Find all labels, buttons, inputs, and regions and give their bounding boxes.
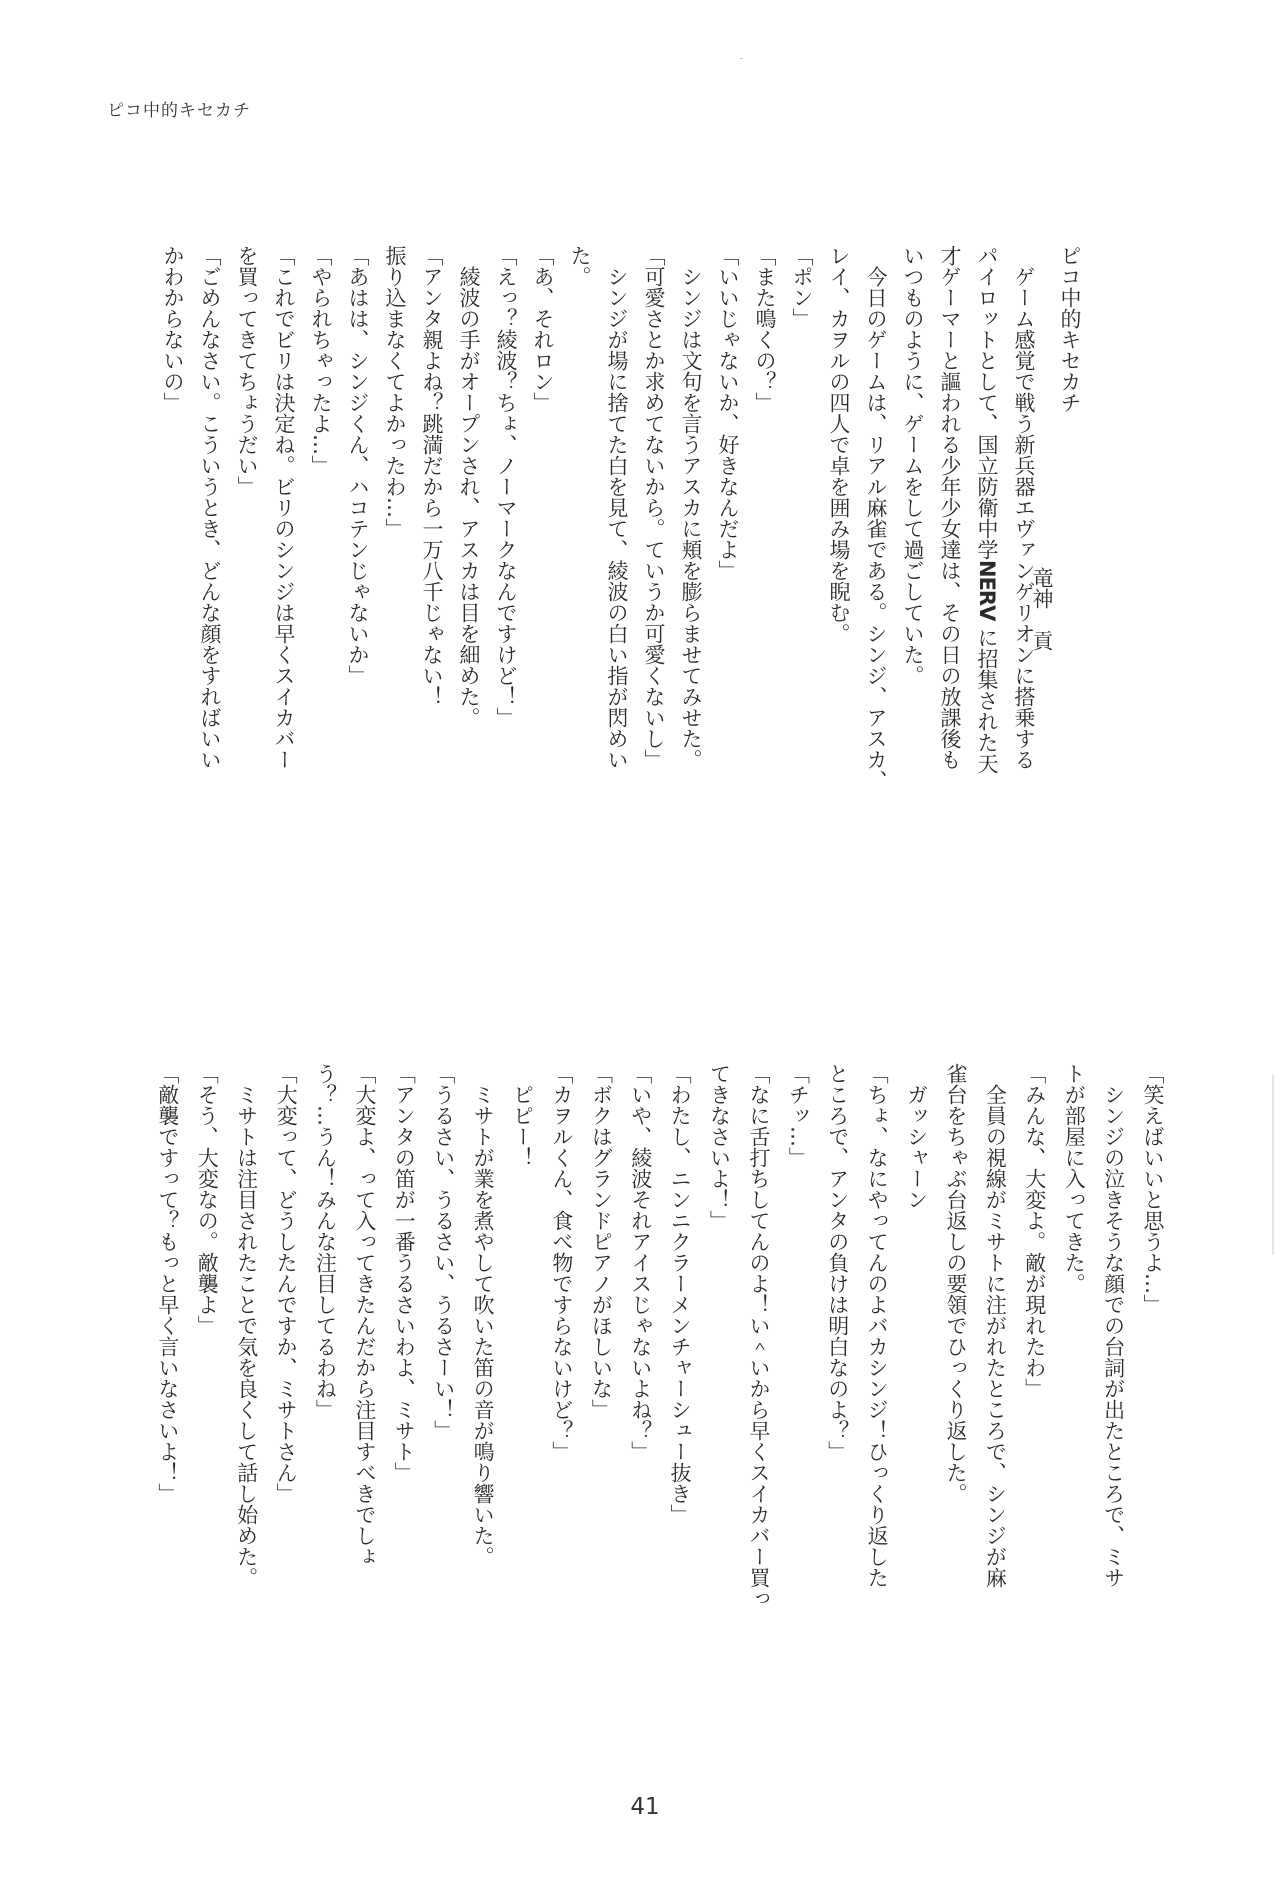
page-number: 41	[630, 1794, 660, 1820]
text-line: ミサトが業を煮やして吹いた笛の音が鳴り響いた。	[471, 1063, 496, 1567]
text-line: 「ボクはグランドピアノがほしいな」	[589, 1063, 614, 1420]
text-line: かわからないの」	[161, 245, 185, 413]
text-line: 「なに舌打ちしてんのよ！い＾いから早くスイカバー買っ	[746, 1063, 771, 1609]
text-line: 今日のゲームは、リアル麻雀である。シンジ、アスカ、	[864, 245, 888, 791]
text-line: 「チッ…」	[786, 1063, 811, 1168]
text-line: シンジが場に捨てた白を見て、綾波の白い指が閃めい	[605, 245, 629, 770]
text-line: 「いや、綾波それアイスじゃないよね？」	[628, 1063, 653, 1462]
text-line: 「みんな、大変よ。敵が現れたわ」	[1022, 1063, 1047, 1399]
story-title-text: ピコ中的キセカチ	[1058, 245, 1082, 413]
text-segment: に招集された天	[975, 620, 999, 775]
text-line: ところで、アンタの負けは明白なのよ？」	[825, 1063, 850, 1462]
text-line: 「敵襲ですって？もっと早く言いなさいよ！」	[155, 1063, 180, 1504]
text-line: 「やられちゃったよ…」	[309, 245, 333, 476]
text-line: トが部屋に入ってきた。	[1062, 1063, 1087, 1294]
scan-edge-shadow	[1272, 1075, 1274, 1255]
nerv-logo-text: NERV	[975, 560, 999, 621]
text-line: 「わたし、ニンニクラーメンチャーシュー抜き」	[668, 1063, 693, 1525]
text-line: 振り込まなくてよかったわ…」	[383, 245, 407, 539]
text-line: う？…うん！みんな注目してるわね」	[313, 1063, 338, 1420]
text-line: シンジは文句を言うアスカに頬を膨らませてみせた。	[679, 245, 703, 770]
text-line: 「いいじゃないか、好きなんだよ」	[716, 245, 740, 581]
text-line: 「アンタの笛が一番うるさいわよ、ミサト」	[392, 1063, 417, 1483]
text-line: 「笑えばいいと思うよ…」	[1141, 1063, 1165, 1315]
text-line: レイ、カヲルの四人で卓を囲み場を睨む。	[827, 245, 851, 644]
author-given: 貢	[1030, 630, 1054, 651]
text-line: 「そう、大変なの。敵襲よ」	[195, 1063, 220, 1336]
text-line: 才ゲーマーと謳われる少年少女達は、その日の放課後も	[938, 245, 962, 770]
text-line: 「カヲルくん、食べ物ですらないけど？」	[549, 1063, 574, 1462]
text-line: 「ポン」	[790, 245, 814, 329]
text-line: シンジの泣きそうな顔での台詞が出たところで、ミサ	[1101, 1063, 1126, 1588]
text-line: 綾波の手がオープンされ、アスカは目を細めた。	[457, 245, 481, 728]
text-line: ピピー！	[510, 1063, 535, 1168]
text-line: 「うるさい、うるさい、うるさーい！」	[431, 1063, 456, 1441]
author-family: 竜神	[1030, 567, 1054, 609]
text-line	[968, 245, 1005, 791]
text-line: た。	[568, 245, 592, 287]
text-line: 「ちょ、なにやってんのよバカシンジ！ひっくり返した	[865, 1063, 890, 1588]
text-line: 「また鳴くの？」	[753, 245, 777, 413]
text-line: 雀台をちゃぶ台返しの要領でひっくり返した。	[943, 1063, 968, 1504]
text-line: 「可愛さとか求めてないから。ていうか可愛くないし」	[642, 245, 666, 770]
text-line: 「えっ？綾波？ちょ、ノーマークなんですけど！」	[494, 245, 518, 728]
text-line: 「ごめんなさい。こういうとき、どんな顔をすればいい	[198, 245, 222, 770]
body-text-upper	[154, 245, 1042, 791]
text-line: 「あはは、シンジくん、ハコテンじゃないか」	[346, 245, 370, 686]
text-line: 「大変よ、って入ってきたんだから注目すべきでしょ	[352, 1063, 377, 1567]
text-line: ゲーム感覚で戦う新兵器エヴァンゲリオンに搭乗する	[1012, 245, 1036, 770]
text-line: 全員の視線がミサトに注がれたところで、シンジが麻	[983, 1063, 1008, 1588]
body-text-lower	[147, 1063, 1172, 1609]
text-line: 「これでビリは決定ね。ビリのシンジは早くスイカバー	[272, 245, 296, 770]
text-line: ガッシャーン	[904, 1063, 929, 1210]
text-line: てきなさいよ！」	[707, 1063, 732, 1231]
text-segment: パイロットとして、国立防衛中学	[975, 245, 999, 560]
text-line: 「アンタ親よね？跳満だから一万八千じゃない！	[420, 245, 444, 707]
text-line: いつものように、ゲームをして過ごしていた。	[901, 245, 925, 686]
running-head: ピコ中的キセカチ	[107, 101, 251, 121]
text-line: 「大変って、どうしたんですか、ミサトさん」	[274, 1063, 299, 1504]
text-line: ミサトは注目されたことで気を良くして話し始めた。	[234, 1063, 259, 1588]
text-line: を買ってきてちょうだい」	[235, 245, 259, 497]
text-line: 「あ、それロン」	[531, 245, 555, 413]
scan-mark	[740, 58, 743, 59]
